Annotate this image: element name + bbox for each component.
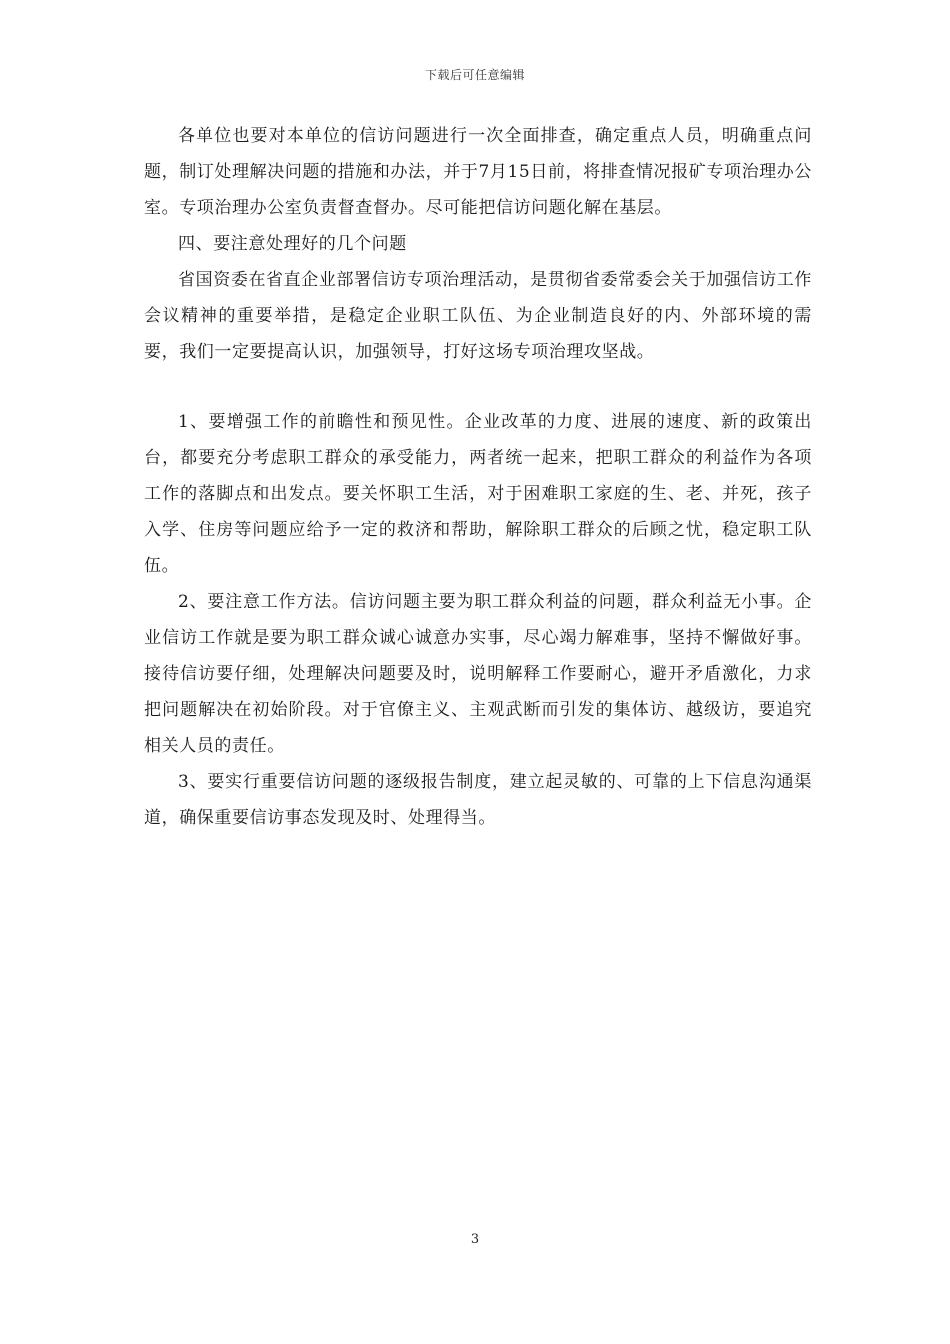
document-body: [144, 118, 812, 836]
page-header: 下载后可任意编辑: [424, 68, 525, 82]
paragraph-investigation: 各单位也要对本单位的信访问题进行一次全面排查，确定重点人员，明确重点问题，制订处理解决问题的措施和办法，并于7月15日前，将排查情况报矿专项治理办公室。专项治理办公室负责督查督办。尽可能把信访问题化解在基层。: [144, 126, 812, 218]
paragraph-item-1: 1、要增强工作的前瞻性和预见性。企业改革的力度、进展的速度、新的政策出台，都要充分考虑职工群众的承受能力，两者统一起来，把职工群众的利益作为各项工作的落脚点和出发点。要关怀职工生活，对于困难职工家庭的生、老、并死，孩子入学、住房等问题应给予一定的救济和帮助，解除职工群众的后顾之忧，稳定职工队伍。: [144, 412, 812, 576]
paragraph-intro: 省国资委在省直企业部署信访专项治理活动，是贯彻省委常委会关于加强信访工作会议精神的重要举措，是稳定企业职工队伍、为企业制造良好的内、外部环境的需要，我们一定要提高认识，加强领导，打好这场专项治理攻坚战。: [144, 270, 812, 362]
paragraph-item-3: 3、要实行重要信访问题的逐级报告制度，建立起灵敏的、可靠的上下信息沟通渠道，确保重要信访事态发现及时、处理得当。: [144, 772, 812, 828]
page-number: 3: [470, 1232, 480, 1247]
section-heading-four: 四、要注意处理好的几个问题: [178, 234, 407, 254]
paragraph-item-2: 2、要注意工作方法。信访问题主要为职工群众利益的问题，群众利益无小事。企业信访工作就是要为职工群众诚心诚意办实事，尽心竭力解难事，坚持不懈做好事。接待信访要仔细，处理解决问题要及时，说明解释工作要耐心，避开矛盾激化，力求把问题解决在初始阶段。对于官僚主义、主观武断而引发的集体访、越级访，要追究相关人员的责任。: [144, 592, 812, 756]
